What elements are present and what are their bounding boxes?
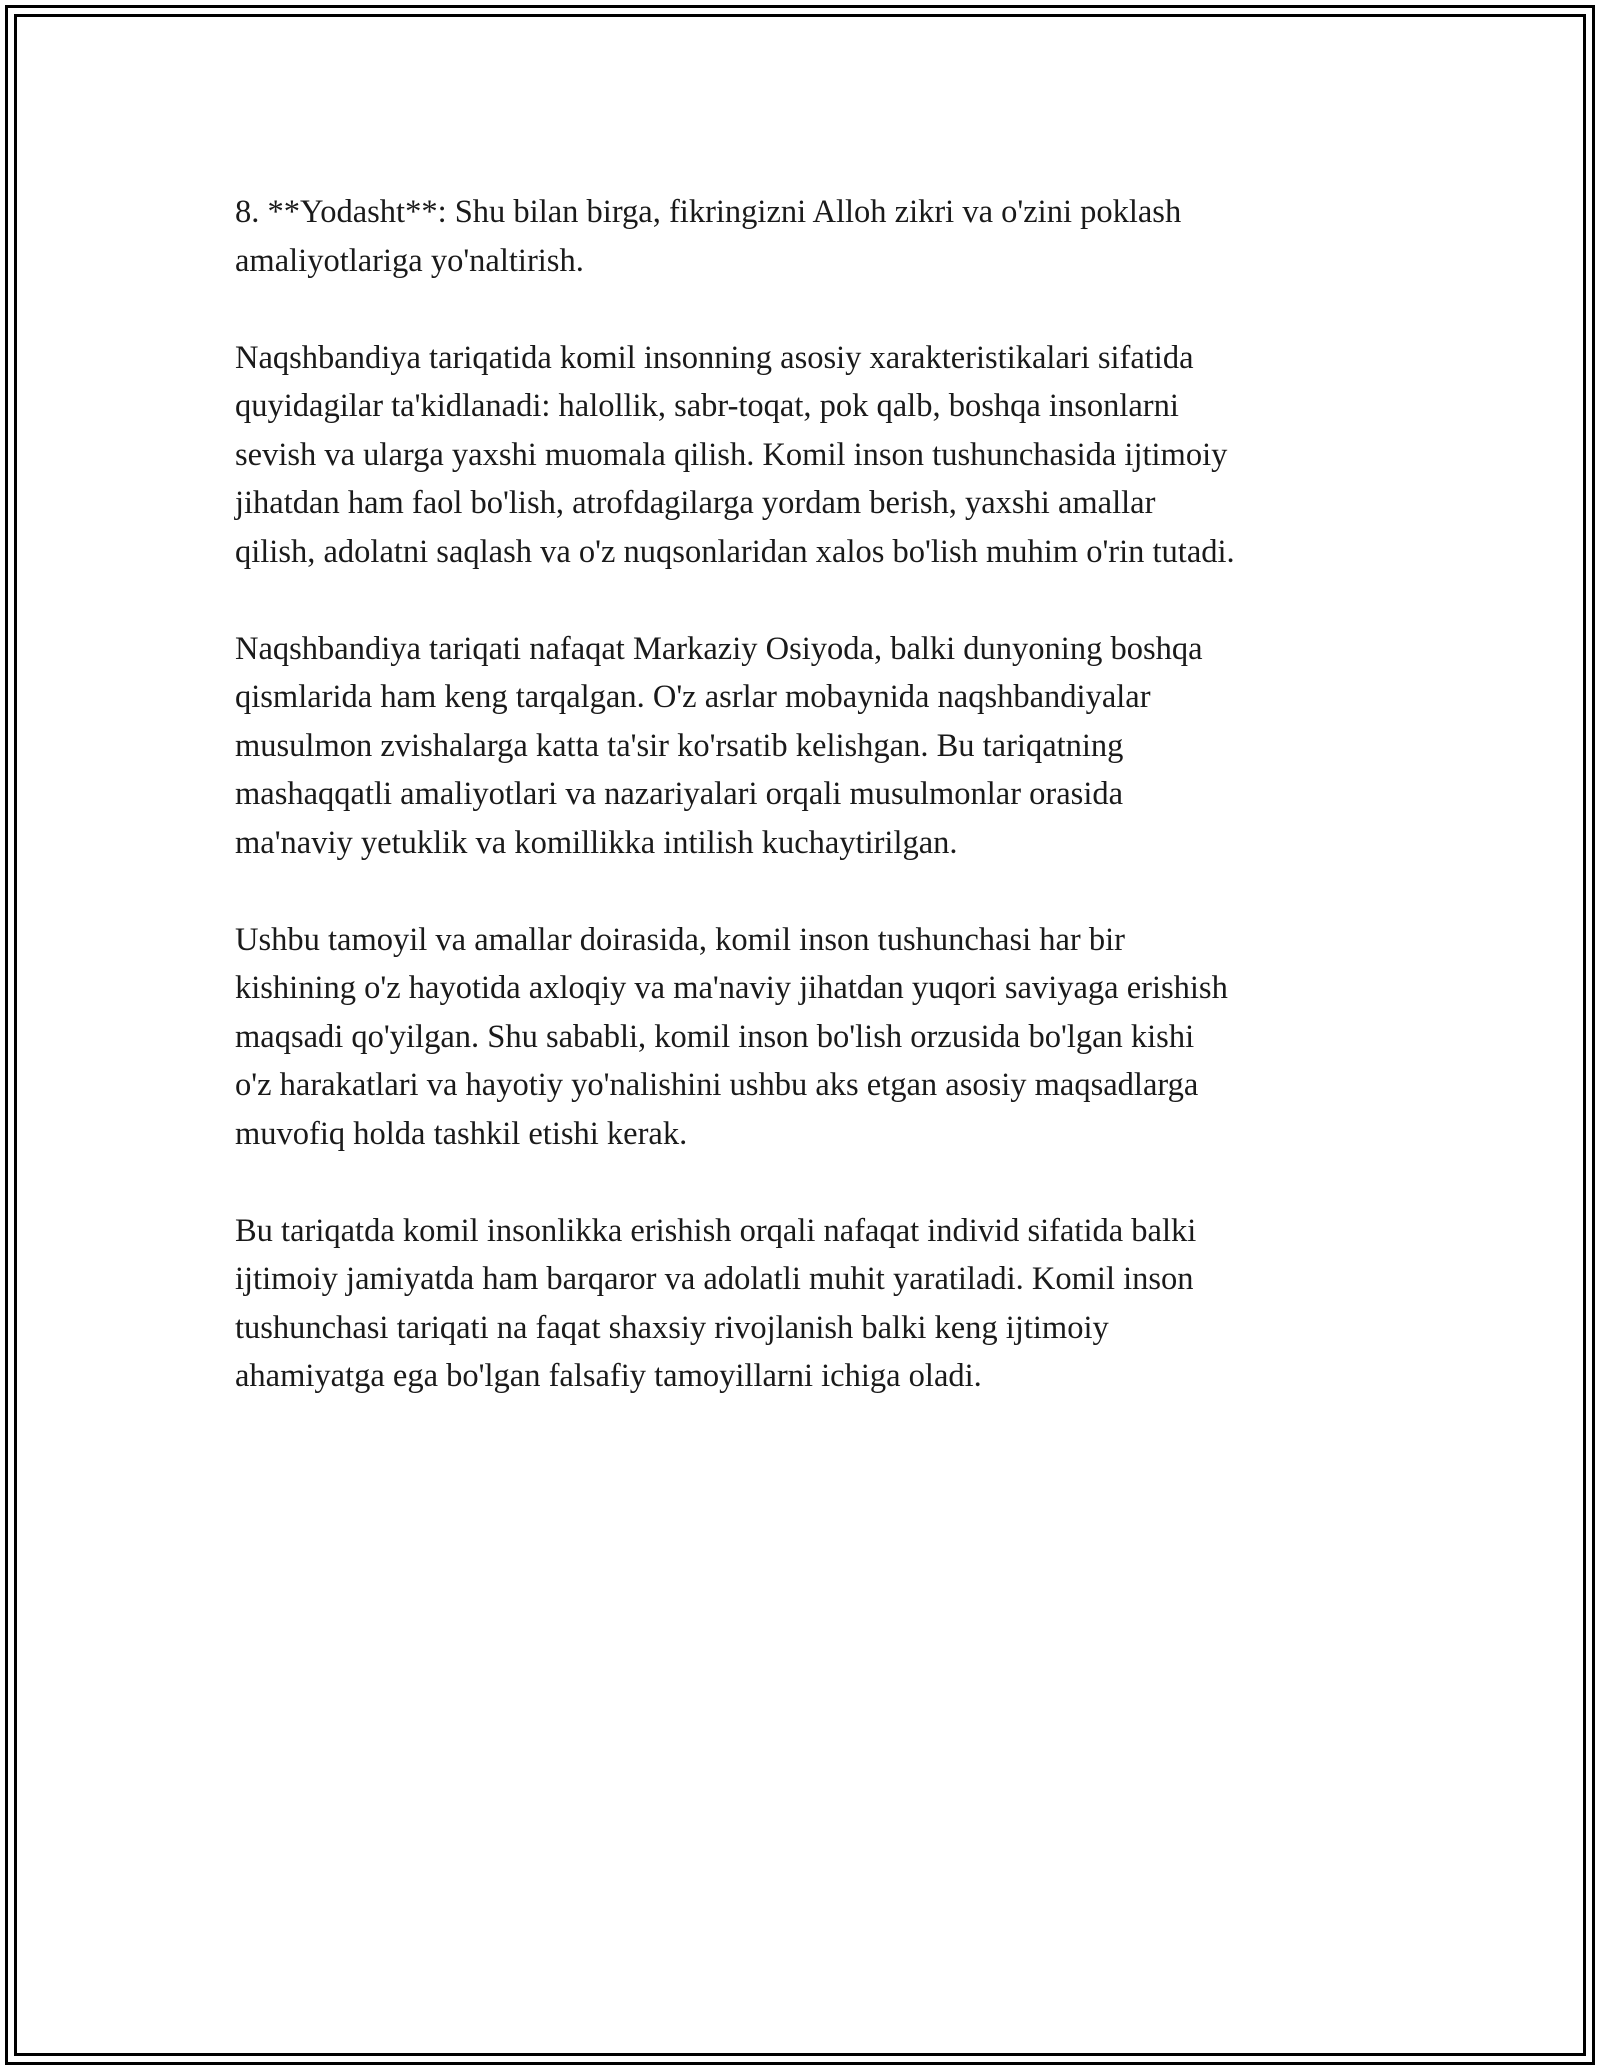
document-body — [235, 188, 1375, 1449]
paragraph-yodasht: 8. **Yodasht**: Shu bilan birga, fikringizni Alloh zikri va o'zini poklash amaliyotlariga yo'naltirish. — [235, 194, 1182, 279]
paragraph-characteristics: Naqshbandiya tariqatida komil insonning asosiy xarakteristikalari sifatida quyidagilar ta'kidlanadi: halollik, sabr-toqat, pok qalb, boshqa insonlarni sevish va ularga yaxshi muomala qilish. Komil inson tushunchasida ijtimoiy jihatdan ham faol bo'lish, atrofdagilarga yordam berish, yaxshi amallar qilish, adolatni saqlash va o'z nuqsonlaridan xalos bo'lish muhim o'rin tutadi. — [235, 339, 1235, 570]
paragraph-conclusion: Bu tariqatda komil insonlikka erishish orqali nafaqat individ sifatida balki ijtimoiy jamiyatda ham barqaror va adolatli muhit yaratiladi. Komil inson tushunchasi tariqati na faqat shaxsiy rivojlanish balki keng ijtimoiy ahamiyatga ega bo'lgan falsafiy tamoyillarni ichiga oladi. — [235, 1212, 1197, 1394]
paragraph-spread: Naqshbandiya tariqati nafaqat Markaziy Osiyoda, balki dunyoning boshqa qismlarida ham keng tarqalgan. O'z asrlar mobaynida naqshbandiyalar musulmon zvishalarga katta ta'sir ko'rsatib kelishgan. Bu tariqatning mashaqqatli amaliyotlari va nazariyalari orqali musulmonlar orasida ma'naviy yetuklik va komillikka intilish kuchaytirilgan. — [235, 630, 1203, 861]
paragraph-principles: Ushbu tamoyil va amallar doirasida, komil inson tushunchasi har bir kishining o'z hayotida axloqiy va ma'naviy jihatdan yuqori saviyaga erishish maqsadi qo'yilgan. Shu sababli, komil inson bo'lish orzusida bo'lgan kishi o'z harakatlari va hayotiy yo'nalishini ushbu aks etgan asosiy maqsadlarga muvofiq holda tashkil etishi kerak. — [235, 921, 1228, 1152]
